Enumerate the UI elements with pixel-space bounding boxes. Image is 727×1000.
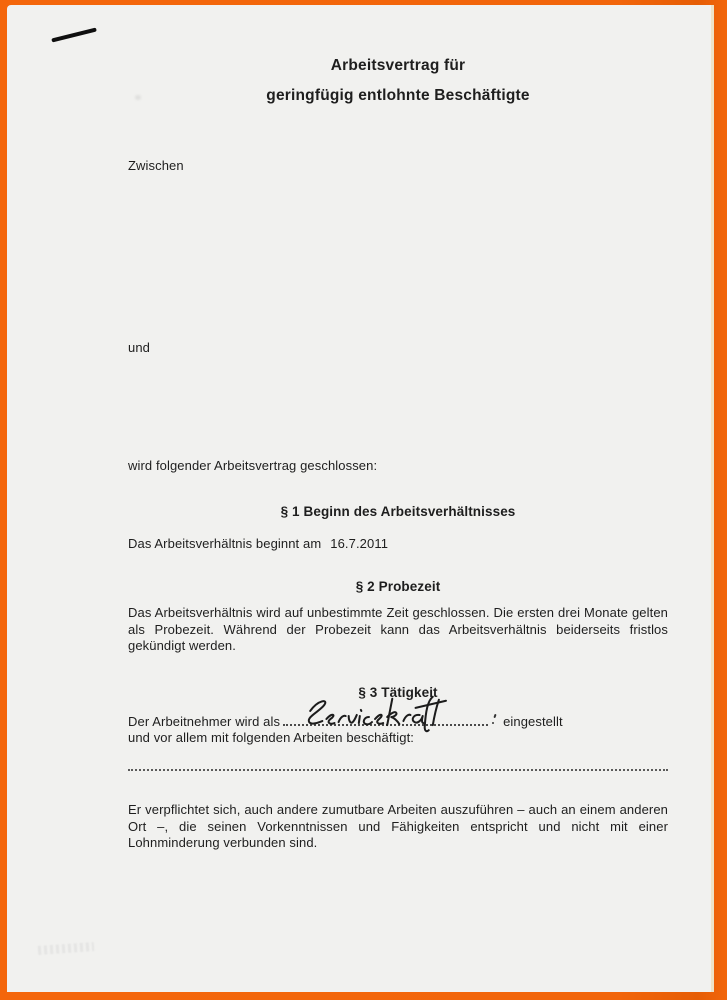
section3-line2: und vor allem mit folgenden Arbeiten beschäftigt: [128,730,415,745]
and-label: und [128,340,150,355]
paper-sheet [7,5,714,992]
document-title-line1: Arbeitsvertrag für [330,57,466,74]
section1-sentence [128,536,668,553]
document-content [128,5,668,992]
section3-body: Er verpflichtet sich, auch andere zumutbare Arbeiten auszuführen – auch an einem anderen Ort –, die seinen Vorkenntnissen und Fähigkeiten entspricht und nicht mit einer Lohnminderung verbunden sind. [128,802,668,850]
intro-conclusion: wird folgender Arbeitsvertrag geschlossen: [128,458,378,473]
stray-ink-mark [491,714,499,726]
dotted-answer-line [128,757,668,771]
faint-pencil-smudge [38,942,94,955]
role-suffix: eingestellt [503,714,563,729]
start-date-prefix: Das Arbeitsverhältnis beginnt am [128,536,322,551]
between-label: Zwischen [128,158,184,173]
pen-stroke-mark [51,27,97,42]
section1-heading: § 1 Beginn des Arbeitsverhältnisses [280,504,516,519]
section3-fill-in-line [128,713,668,731]
start-date-value: 16.7.2011 [330,536,389,551]
section2-body: Das Arbeitsverhältnis wird auf unbestimmte Zeit geschlossen. Die ersten drei Monate gelten als Probezeit. Während der Probezeit kann das Arbeitsverhältnis beiderseits fristlos gekündigt werden. [128,605,668,653]
role-prefix: Der Arbeitnehmer wird als [128,714,281,729]
document-title-line2: geringfügig entlohnte Beschäftigte [266,87,530,104]
section2-heading: § 2 Probezeit [355,579,441,594]
section3-heading: § 3 Tätigkeit [358,685,438,700]
